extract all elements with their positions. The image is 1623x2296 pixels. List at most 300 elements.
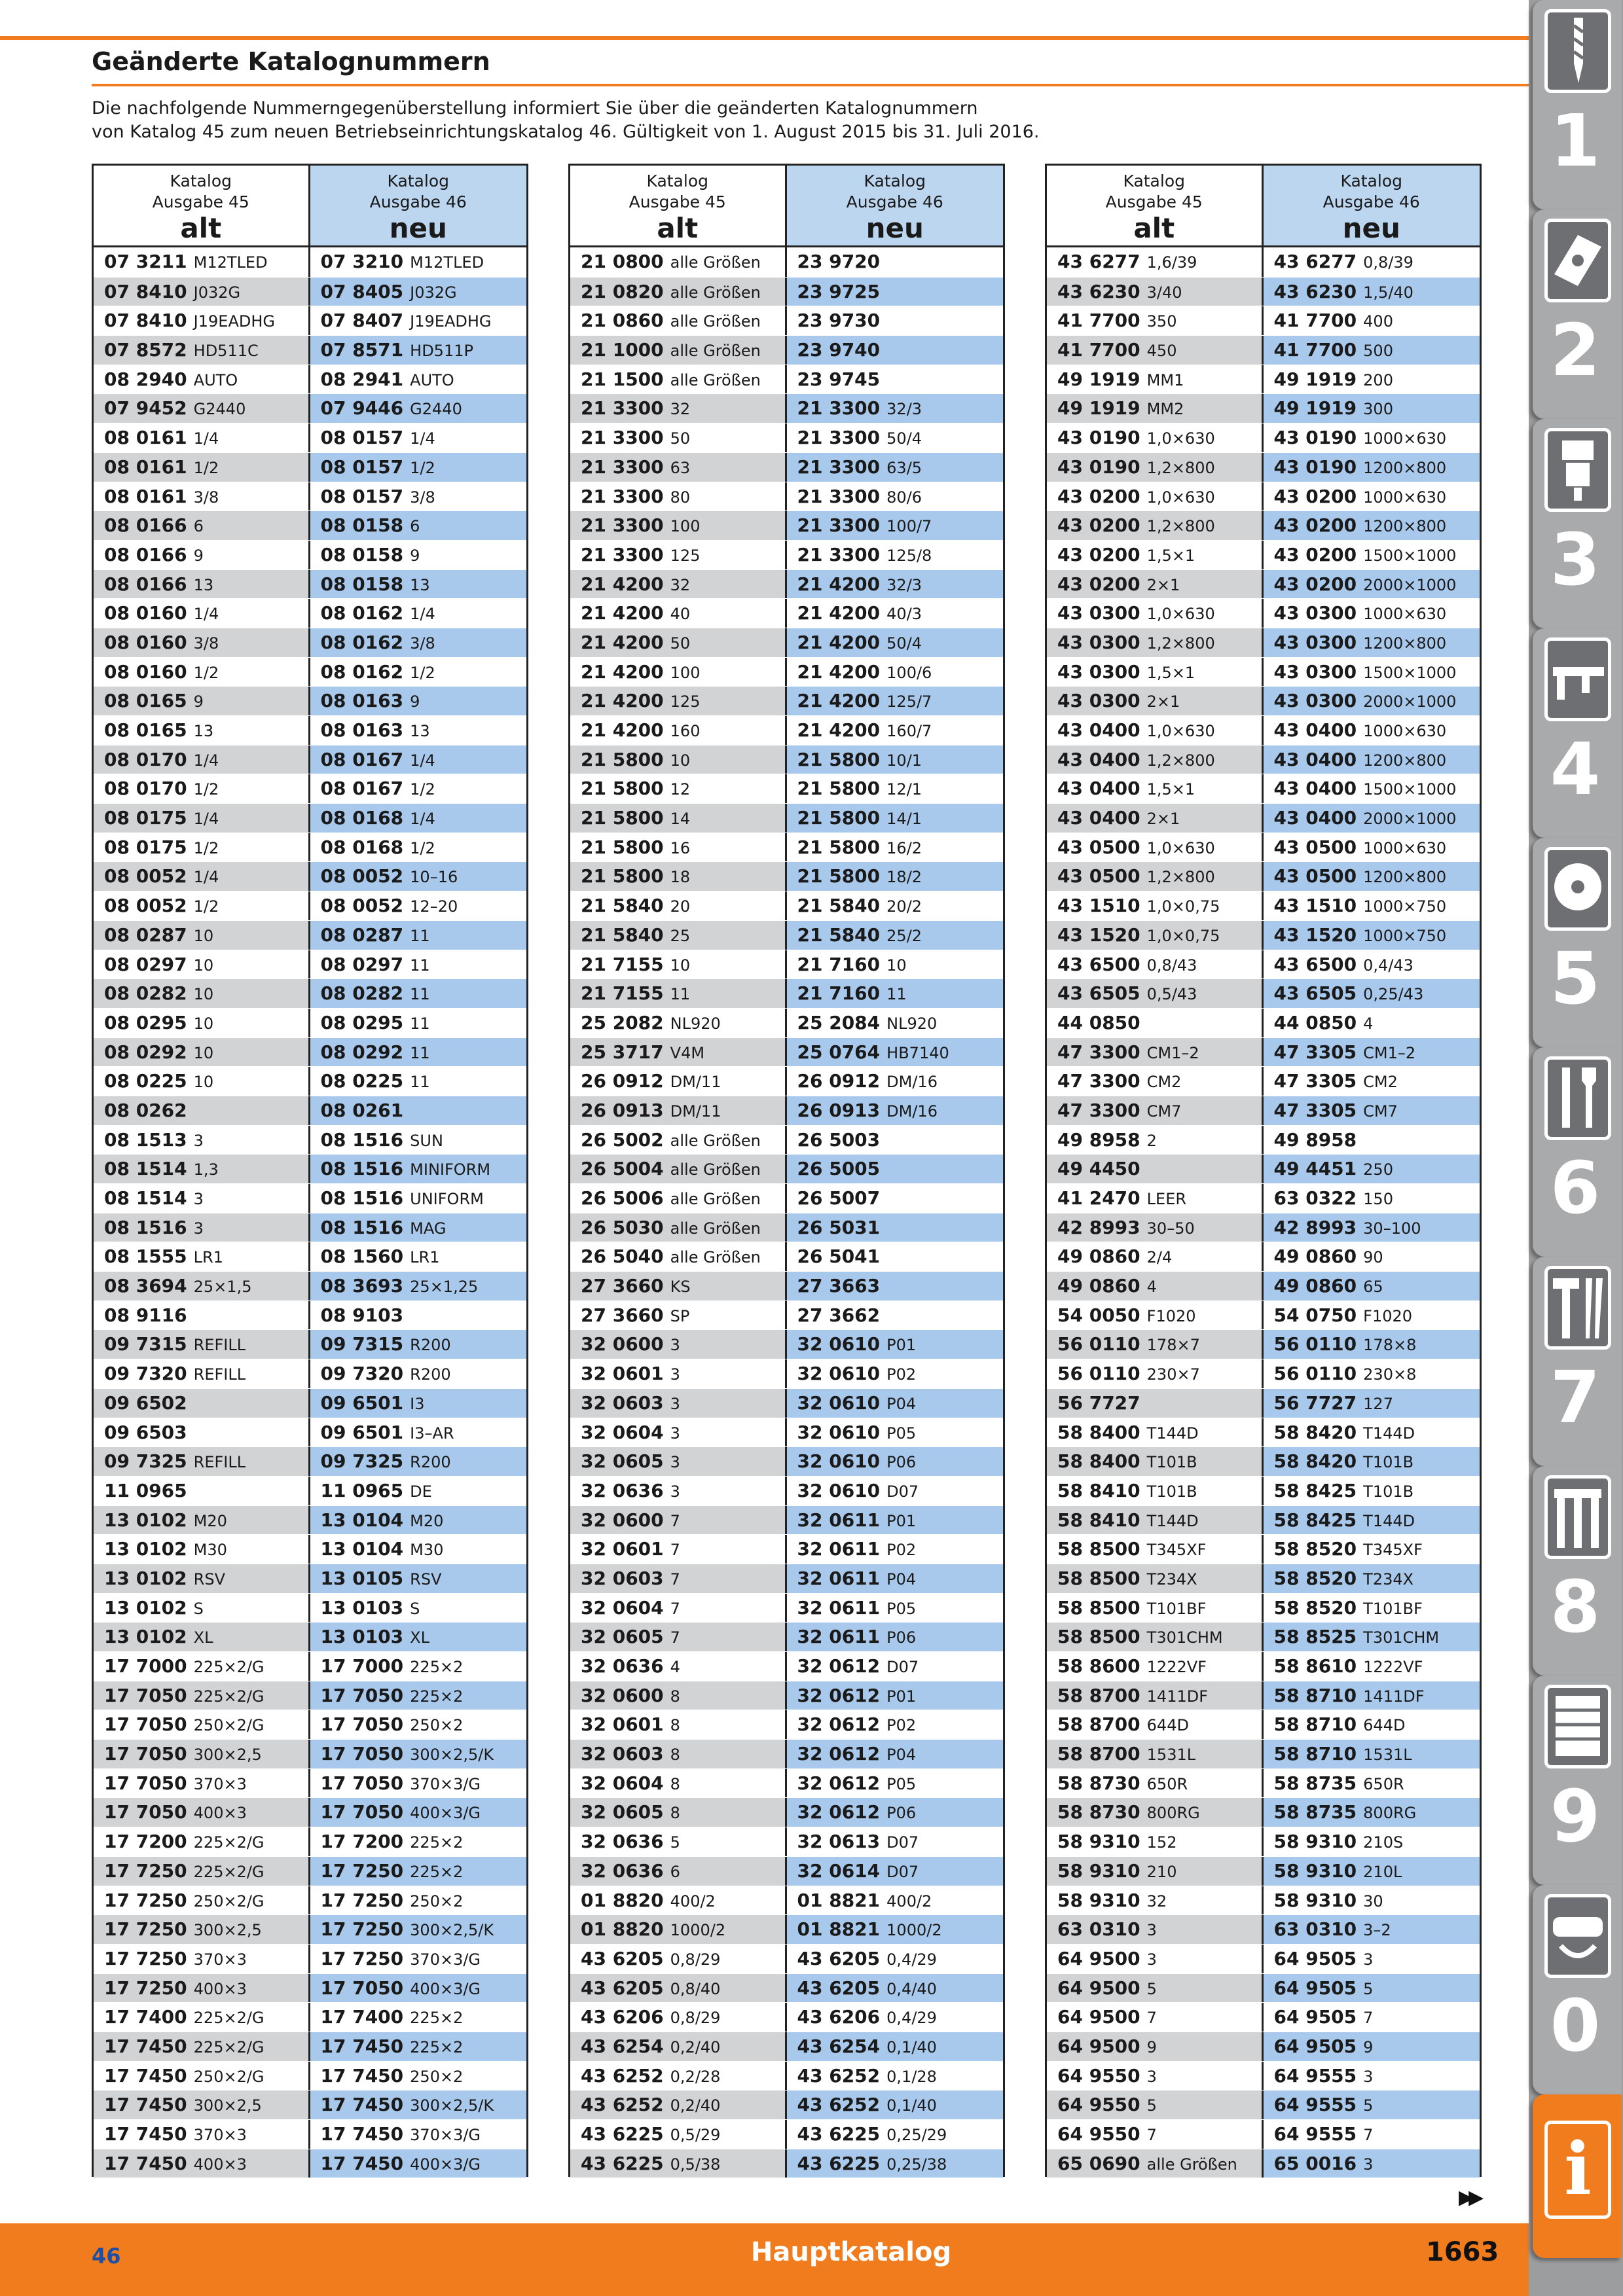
- old-number-cell: [570, 1827, 787, 1856]
- chapter-tab-2[interactable]: [1533, 209, 1622, 419]
- new-variant: 210L: [1363, 1862, 1402, 1881]
- new-catalog-number: 32 0612: [797, 1655, 881, 1677]
- new-number-cell: [310, 1623, 527, 1651]
- new-catalog-number: 43 0190: [1273, 456, 1357, 478]
- new-number-cell: [310, 1389, 527, 1418]
- old-variant: T345XF: [1146, 1541, 1207, 1560]
- new-variant: 400×3/G: [410, 1979, 481, 1998]
- new-catalog-number: 17 7400: [320, 2006, 404, 2028]
- new-variant: 1411DF: [1363, 1687, 1425, 1706]
- table-row: [1047, 1593, 1480, 1623]
- new-catalog-number: 08 2941: [320, 368, 404, 390]
- table-row: [94, 686, 526, 715]
- old-number-cell: [570, 1594, 787, 1623]
- new-number-cell: [1264, 862, 1480, 891]
- old-number-cell: [570, 716, 787, 745]
- table-row: [1047, 335, 1480, 365]
- old-variant: CM2: [1146, 1073, 1182, 1092]
- old-number-cell: [570, 804, 787, 833]
- old-variant: 400×3: [193, 1979, 247, 1998]
- table-row: [94, 1008, 526, 1037]
- old-catalog-number: 58 8700: [1057, 1743, 1140, 1765]
- old-catalog-number: 26 5004: [581, 1158, 664, 1180]
- info-icon: [1544, 2121, 1611, 2219]
- old-number-cell: [94, 1652, 310, 1681]
- mapping-table-2: [568, 164, 1005, 2177]
- old-number-cell: [1047, 2032, 1264, 2061]
- old-catalog-number: 08 3694: [104, 1275, 187, 1297]
- new-variant: 32/3: [886, 400, 922, 419]
- new-catalog-number: 63 0322: [1273, 1187, 1357, 1209]
- table-row: [1047, 774, 1480, 803]
- old-number-cell: [94, 1126, 310, 1155]
- chapter-tab-4[interactable]: [1533, 628, 1622, 838]
- old-number-cell: [570, 2032, 787, 2061]
- old-variant: 7: [1146, 2126, 1157, 2144]
- header-neu: neu: [1342, 212, 1400, 244]
- new-variant: 1200×800: [1363, 517, 1447, 536]
- new-catalog-number: 21 4200: [797, 602, 881, 624]
- old-number-cell: [1047, 658, 1264, 687]
- new-catalog-number: 17 7200: [320, 1831, 404, 1853]
- old-catalog-number: 08 0166: [104, 543, 187, 565]
- table-row: [1047, 1476, 1480, 1505]
- chapter-tab-7[interactable]: [1533, 1257, 1622, 1466]
- table-row: [1047, 1154, 1480, 1183]
- new-number-cell: [310, 1798, 527, 1827]
- new-number-cell: [787, 2149, 1004, 2178]
- table-row: [1047, 1564, 1480, 1593]
- new-number-cell: [1264, 278, 1480, 306]
- table-row: [94, 1622, 526, 1651]
- table-row: [94, 803, 526, 833]
- table-row: [1047, 891, 1480, 920]
- old-number-cell: [94, 1710, 310, 1739]
- old-number-cell: [570, 1096, 787, 1125]
- old-catalog-number: 09 7315: [104, 1333, 187, 1355]
- workshop-tools-icon: [1544, 1475, 1611, 1559]
- header-neu: neu: [389, 212, 447, 244]
- new-variant: S: [410, 1599, 420, 1618]
- new-catalog-number: 26 0912: [797, 1070, 881, 1092]
- table-body: [1047, 247, 1480, 2178]
- new-variant: 178×8: [1363, 1336, 1417, 1355]
- new-catalog-number: 58 8420: [1273, 1421, 1357, 1443]
- new-catalog-number: 21 3300: [797, 514, 881, 537]
- new-number-cell: [787, 1418, 1004, 1447]
- new-number-cell: [1264, 891, 1480, 920]
- old-variant: DM/11: [670, 1102, 721, 1121]
- new-number-cell: [1264, 1886, 1480, 1915]
- old-number-cell: [570, 1915, 787, 1944]
- old-variant: 7: [670, 1511, 680, 1530]
- new-number-cell: [310, 2062, 527, 2090]
- old-number-cell: [1047, 394, 1264, 423]
- table-row: [1047, 920, 1480, 950]
- new-variant: 2000×1000: [1363, 810, 1457, 829]
- new-number-cell: [787, 2120, 1004, 2149]
- new-variant: 0,1/28: [886, 2067, 937, 2086]
- old-number-cell: [94, 687, 310, 715]
- new-catalog-number: 08 0157: [320, 427, 404, 449]
- table-row: [1047, 1534, 1480, 1564]
- new-number-cell: [787, 1681, 1004, 1710]
- new-variant: T101BF: [1363, 1599, 1423, 1618]
- new-catalog-number: 32 0612: [797, 1684, 881, 1706]
- table-row: [94, 2119, 526, 2149]
- new-number-cell: [787, 336, 1004, 365]
- table-row: [570, 861, 1003, 891]
- header-old: [570, 166, 787, 245]
- chapter-number: 4: [1550, 727, 1601, 811]
- chapter-number: 0: [1550, 1984, 1601, 2068]
- new-number-cell: [310, 2032, 527, 2061]
- next-page-arrows-icon[interactable]: ▶▶: [1459, 2186, 1479, 2209]
- old-catalog-number: 27 3660: [581, 1304, 664, 1326]
- old-catalog-number: 43 6277: [1057, 251, 1140, 272]
- old-catalog-number: 43 0500: [1057, 836, 1140, 858]
- new-catalog-number: 01 8821: [797, 1889, 881, 1911]
- old-variant: SP: [670, 1306, 690, 1325]
- table-body: [94, 247, 526, 2178]
- hand-tools-icon: [1544, 1056, 1611, 1140]
- new-number-cell: [310, 716, 527, 745]
- old-catalog-number: 43 6205: [581, 1947, 664, 1969]
- new-number-cell: [787, 1184, 1004, 1213]
- table-header: [570, 166, 1003, 247]
- old-catalog-number: 49 0860: [1057, 1275, 1140, 1297]
- new-number-cell: [787, 2032, 1004, 2061]
- new-catalog-number: 17 7050: [320, 1772, 404, 1794]
- old-variant: 7: [670, 1570, 680, 1588]
- old-number-cell: [94, 1564, 310, 1593]
- old-number-cell: [570, 1798, 787, 1827]
- table-row: [94, 569, 526, 599]
- old-number-cell: [94, 1827, 310, 1856]
- table-row: [94, 2032, 526, 2061]
- table-row: [570, 1271, 1003, 1300]
- old-variant: 1/2: [193, 780, 219, 799]
- new-variant: 9: [1363, 2037, 1374, 2056]
- new-catalog-number: 08 0157: [320, 485, 404, 507]
- old-number-cell: [570, 1945, 787, 1973]
- old-variant: 10: [193, 1014, 214, 1033]
- old-catalog-number: 08 0282: [104, 982, 187, 1005]
- mapping-table-3: [1045, 164, 1482, 2177]
- new-catalog-number: 43 0200: [1273, 485, 1357, 507]
- new-catalog-number: 21 5800: [797, 807, 881, 829]
- old-number-cell: [1047, 1330, 1264, 1359]
- old-catalog-number: 58 8600: [1057, 1655, 1140, 1677]
- table-row: [1047, 2149, 1480, 2178]
- new-catalog-number: 21 3300: [797, 456, 881, 478]
- old-catalog-number: 43 0300: [1057, 690, 1140, 712]
- new-catalog-number: 58 8525: [1273, 1626, 1357, 1648]
- header-alt: alt: [180, 212, 222, 244]
- old-catalog-number: 64 9550: [1057, 2123, 1140, 2145]
- new-number-cell: [310, 1096, 527, 1125]
- table-row: [94, 1359, 526, 1388]
- new-catalog-number: 17 7450: [320, 2152, 404, 2174]
- new-catalog-number: 08 0167: [320, 778, 404, 800]
- old-catalog-number: 49 1919: [1057, 368, 1140, 390]
- new-catalog-number: 27 3662: [797, 1304, 881, 1326]
- new-number-cell: [787, 453, 1004, 482]
- table-row: [1047, 1914, 1480, 1944]
- old-variant: 32: [670, 400, 691, 419]
- new-number-cell: [787, 891, 1004, 920]
- old-variant: 50: [670, 429, 691, 448]
- old-variant: 14: [670, 810, 691, 829]
- old-number-cell: [94, 1418, 310, 1447]
- new-number-cell: [1264, 1915, 1480, 1944]
- new-catalog-number: 01 8821: [797, 1918, 881, 1941]
- old-catalog-number: 17 7450: [104, 2152, 187, 2174]
- new-variant: 90: [1363, 1248, 1383, 1267]
- old-variant: 644D: [1146, 1716, 1189, 1735]
- old-number-cell: [94, 453, 310, 482]
- old-catalog-number: 17 7050: [104, 1713, 187, 1736]
- old-catalog-number: 47 3300: [1057, 1041, 1140, 1063]
- new-catalog-number: 26 5041: [797, 1246, 881, 1268]
- old-variant: 100: [670, 517, 701, 536]
- old-number-cell: [1047, 1155, 1264, 1183]
- old-number-cell: [1047, 1681, 1264, 1710]
- table-row: [94, 1388, 526, 1418]
- new-catalog-number: 32 0611: [797, 1596, 881, 1619]
- new-variant: 300: [1363, 400, 1393, 419]
- old-variant: 230×7: [1146, 1365, 1200, 1384]
- new-catalog-number: 49 0860: [1273, 1275, 1357, 1297]
- new-variant: 11: [410, 956, 430, 975]
- table-row: [570, 1096, 1003, 1125]
- old-number-cell: [570, 336, 787, 365]
- new-variant: 225×2: [410, 1833, 464, 1852]
- new-number-cell: [310, 1886, 527, 1915]
- chapter-tab-5[interactable]: [1533, 838, 1622, 1047]
- old-catalog-number: 43 6205: [581, 1977, 664, 1999]
- chapter-number: 7: [1550, 1355, 1601, 1439]
- old-number-cell: [570, 365, 787, 394]
- new-number-cell: [1264, 511, 1480, 540]
- new-catalog-number: 21 5800: [797, 778, 881, 800]
- old-variant: alle Größen: [670, 283, 761, 302]
- table-row: [94, 715, 526, 745]
- new-number-cell: [1264, 1126, 1480, 1155]
- old-catalog-number: 47 3300: [1057, 1099, 1140, 1121]
- old-number-cell: [570, 891, 787, 920]
- old-number-cell: [94, 1535, 310, 1564]
- new-catalog-number: 43 6205: [797, 1947, 881, 1969]
- old-variant: 0,5/43: [1146, 985, 1197, 1004]
- old-catalog-number: 43 6252: [581, 2064, 664, 2087]
- new-catalog-number: 08 0282: [320, 982, 404, 1005]
- header-new: [1264, 166, 1480, 245]
- old-variant: 1,2×800: [1146, 458, 1215, 477]
- chapter-tab-9[interactable]: [1533, 1676, 1622, 1885]
- old-number-cell: [94, 2032, 310, 2061]
- new-number-cell: [787, 482, 1004, 511]
- new-number-cell: [787, 423, 1004, 452]
- old-variant: 3: [193, 1190, 204, 1208]
- chapter-tab-3[interactable]: [1533, 419, 1622, 628]
- info-tab[interactable]: [1533, 2094, 1622, 2258]
- table-row: [570, 540, 1003, 569]
- new-number-cell: [1264, 833, 1480, 862]
- old-number-cell: [1047, 423, 1264, 452]
- old-variant: 9: [1146, 2037, 1157, 2056]
- old-variant: 370×3: [193, 1950, 247, 1969]
- new-catalog-number: 26 5005: [797, 1158, 881, 1180]
- table-row: [1047, 2090, 1480, 2119]
- table-row: [570, 569, 1003, 599]
- new-variant: 0,4/29: [886, 1950, 937, 1969]
- new-variant: 0,25/43: [1363, 985, 1424, 1004]
- new-number-cell: [310, 1827, 527, 1856]
- new-variant: 0,1/40: [886, 2037, 937, 2056]
- old-variant: 3: [193, 1219, 204, 1238]
- old-number-cell: [94, 891, 310, 920]
- table-row: [570, 628, 1003, 657]
- new-catalog-number: 23 9730: [797, 310, 881, 332]
- old-variant: 25: [670, 926, 691, 945]
- new-variant: DE: [410, 1482, 432, 1501]
- new-catalog-number: 32 0611: [797, 1538, 881, 1560]
- old-catalog-number: 17 7250: [104, 1918, 187, 1941]
- new-variant: 370×3/G: [410, 2126, 481, 2144]
- new-catalog-number: 08 0168: [320, 807, 404, 829]
- new-variant: 225×2: [410, 1658, 464, 1676]
- new-variant: 3/8: [410, 634, 435, 653]
- new-catalog-number: 23 9745: [797, 368, 881, 390]
- old-variant: 10: [670, 956, 691, 975]
- header-katalog: Katalog: [1123, 171, 1185, 190]
- chapter-tab-8[interactable]: [1533, 1466, 1622, 1676]
- old-catalog-number: 08 0160: [104, 631, 187, 653]
- chapter-number: 1: [1550, 99, 1601, 183]
- new-variant: 300×2,5/K: [410, 1746, 494, 1765]
- new-variant: P01: [886, 1511, 917, 1530]
- old-number-cell: [1047, 1506, 1264, 1535]
- new-variant: 127: [1363, 1394, 1393, 1413]
- old-catalog-number: 08 0175: [104, 836, 187, 858]
- old-catalog-number: 58 8700: [1057, 1684, 1140, 1706]
- old-variant: 250×2/G: [193, 1716, 264, 1735]
- old-catalog-number: 21 4200: [581, 660, 664, 683]
- old-number-cell: [570, 278, 787, 306]
- old-catalog-number: 07 8410: [104, 280, 187, 302]
- collet-chuck-icon: [1544, 428, 1611, 512]
- old-number-cell: [1047, 570, 1264, 599]
- table-row: [570, 1154, 1003, 1183]
- new-catalog-number: 17 7450: [320, 2094, 404, 2116]
- old-variant: 800RG: [1146, 1804, 1200, 1823]
- chapter-tab-6[interactable]: [1533, 1047, 1622, 1257]
- chapter-tab-0[interactable]: [1533, 1885, 1622, 2094]
- old-catalog-number: 43 0400: [1057, 807, 1140, 829]
- new-variant: 300×2,5/K: [410, 2096, 494, 2115]
- new-number-cell: [310, 687, 527, 715]
- old-catalog-number: 21 1000: [581, 339, 664, 361]
- new-variant: P04: [886, 1394, 917, 1413]
- old-number-cell: [570, 687, 787, 715]
- new-variant: 1/4: [410, 429, 435, 448]
- new-catalog-number: 21 3300: [797, 543, 881, 565]
- table-row: [94, 1827, 526, 1856]
- new-number-cell: [1264, 1359, 1480, 1388]
- old-catalog-number: 32 0600: [581, 1509, 664, 1531]
- new-number-cell: [1264, 1038, 1480, 1067]
- new-number-cell: [787, 1477, 1004, 1505]
- table-row: [1047, 803, 1480, 833]
- old-catalog-number: 32 0601: [581, 1713, 664, 1736]
- old-number-cell: [1047, 1710, 1264, 1739]
- new-catalog-number: 64 9505: [1273, 2006, 1357, 2028]
- table-row: [570, 598, 1003, 628]
- new-catalog-number: 64 9555: [1273, 2064, 1357, 2087]
- old-catalog-number: 41 7700: [1057, 310, 1140, 332]
- old-number-cell: [94, 278, 310, 306]
- new-catalog-number: 08 0292: [320, 1041, 404, 1063]
- new-number-cell: [787, 599, 1004, 628]
- old-catalog-number: 43 6230: [1057, 280, 1140, 302]
- old-variant: F1020: [1146, 1306, 1196, 1325]
- old-variant: 3: [193, 1131, 204, 1150]
- new-number-cell: [787, 278, 1004, 306]
- new-variant: P04: [886, 1746, 917, 1765]
- new-variant: P02: [886, 1716, 917, 1735]
- old-catalog-number: 32 0605: [581, 1626, 664, 1648]
- table-row: [94, 657, 526, 687]
- old-variant: CM1–2: [1146, 1043, 1199, 1062]
- table-row: [570, 1651, 1003, 1681]
- new-catalog-number: 49 0860: [1273, 1246, 1357, 1268]
- new-catalog-number: 32 0610: [797, 1450, 881, 1473]
- table-row: [1047, 1739, 1480, 1768]
- old-variant: NL920: [670, 1014, 721, 1033]
- new-number-cell: [310, 628, 527, 657]
- new-number-cell: [310, 599, 527, 628]
- old-variant: 1,6/39: [1146, 253, 1197, 272]
- old-catalog-number: 58 8410: [1057, 1509, 1140, 1531]
- old-catalog-number: 58 8700: [1057, 1713, 1140, 1736]
- old-variant: M12TLED: [193, 253, 268, 272]
- old-variant: 1,5×1: [1146, 663, 1195, 682]
- old-variant: 3: [670, 1424, 680, 1443]
- new-number-cell: [1264, 1945, 1480, 1973]
- table-row: [570, 1593, 1003, 1623]
- old-catalog-number: 21 5840: [581, 895, 664, 917]
- new-variant: 644D: [1363, 1716, 1406, 1735]
- chapter-sidebar: [1529, 0, 1623, 2296]
- new-catalog-number: 58 8420: [1273, 1450, 1357, 1473]
- chapter-tab-1[interactable]: [1533, 0, 1622, 209]
- table-row: [570, 2149, 1003, 2178]
- old-variant: 2×1: [1146, 810, 1180, 829]
- old-catalog-number: 08 0166: [104, 573, 187, 595]
- new-variant: 13: [410, 722, 430, 740]
- old-number-cell: [94, 541, 310, 569]
- old-number-cell: [94, 1506, 310, 1535]
- new-number-cell: [310, 394, 527, 423]
- table-row: [1047, 745, 1480, 774]
- table-row: [1047, 452, 1480, 482]
- new-catalog-number: 08 0163: [320, 690, 404, 712]
- old-catalog-number: 56 0110: [1057, 1333, 1140, 1355]
- new-number-cell: [310, 1213, 527, 1242]
- old-catalog-number: 43 0500: [1057, 865, 1140, 888]
- page-number-left: 46: [92, 2244, 121, 2269]
